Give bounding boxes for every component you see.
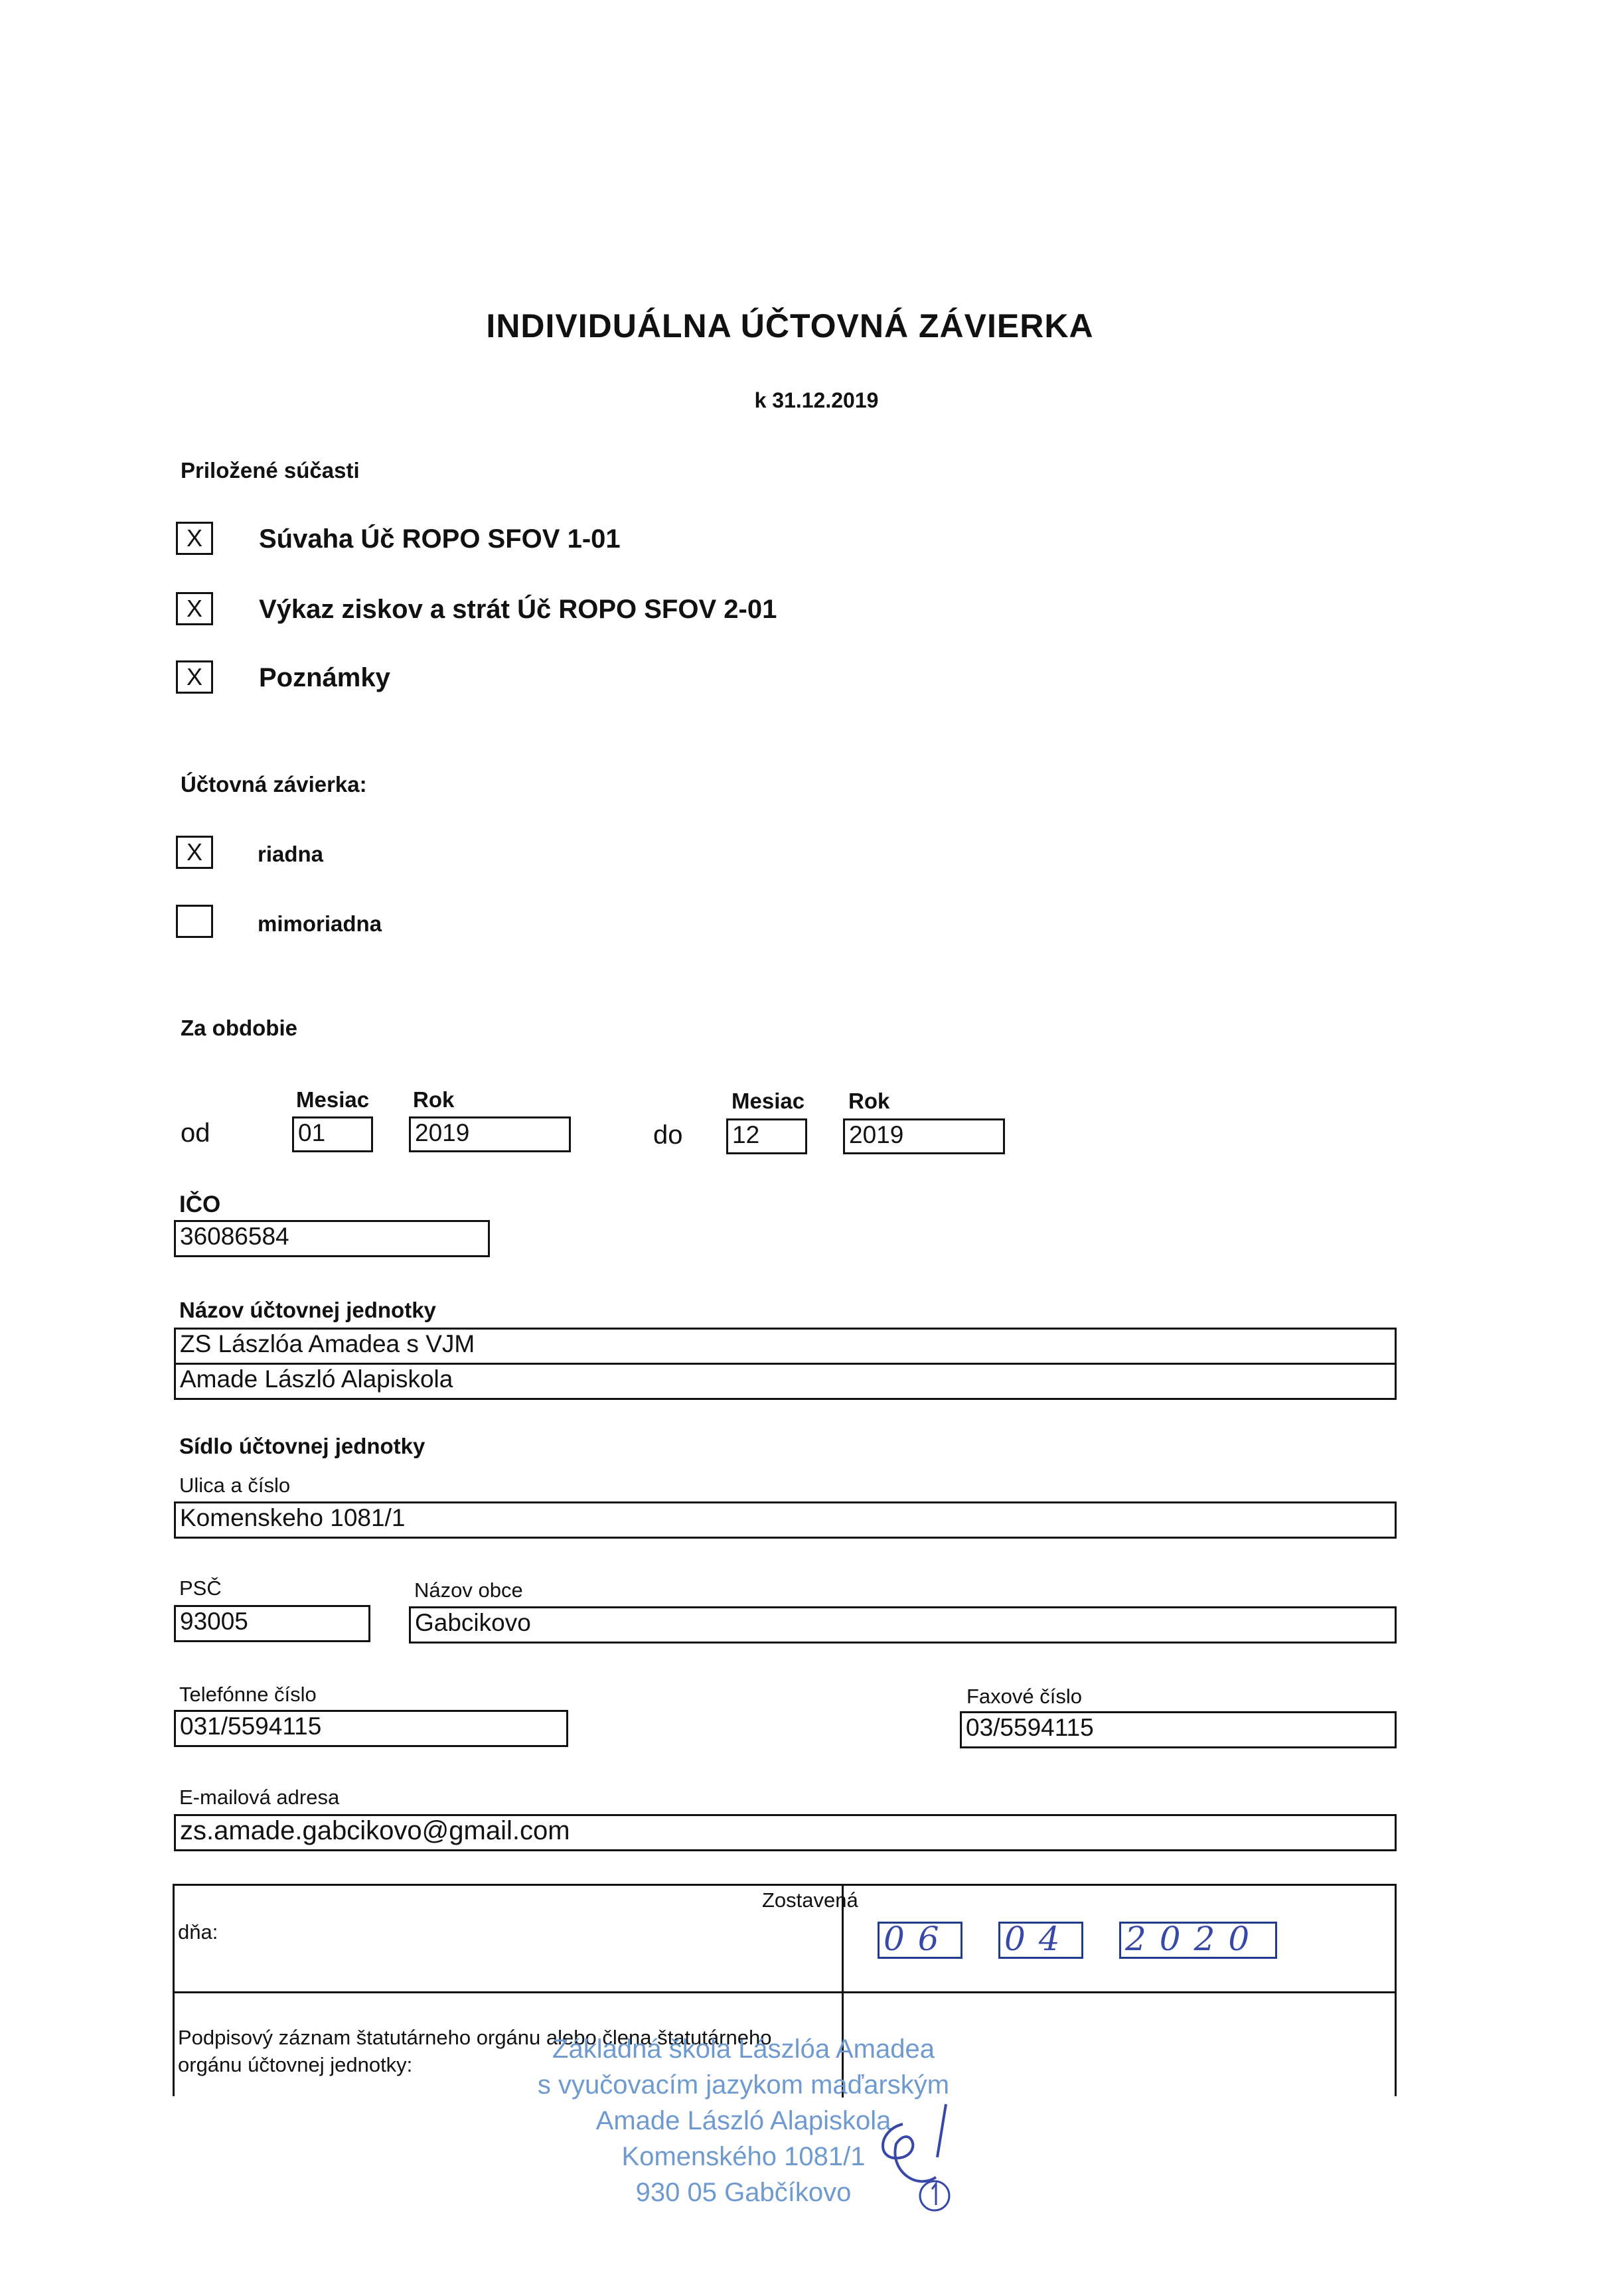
signature-label-line2: orgánu účtovnej jednotky: bbox=[178, 2053, 413, 2076]
from-month-label: Mesiac bbox=[296, 1087, 370, 1112]
to-label: do bbox=[653, 1120, 683, 1150]
stamp-line3: Amade László Alapiskola bbox=[595, 2106, 891, 2135]
handwritten-signature bbox=[863, 2084, 982, 2217]
psc-field[interactable]: 93005 bbox=[174, 1605, 370, 1642]
stamp-line1: Základná škola Lászlóa Amadea bbox=[552, 2034, 935, 2064]
entity-name-label: Názov účtovnej jednotky bbox=[179, 1298, 436, 1322]
option-label-riadna: riadna bbox=[258, 842, 324, 866]
psc-label: PSČ bbox=[179, 1576, 222, 1600]
checkbox-vykaz[interactable]: X bbox=[176, 592, 213, 625]
stamp-line4: Komenského 1081/1 bbox=[621, 2142, 866, 2171]
to-year-label: Rok bbox=[848, 1089, 890, 1113]
from-year-field[interactable]: 2019 bbox=[409, 1116, 571, 1152]
document-title: INDIVIDUÁLNA ÚČTOVNÁ ZÁVIERKA bbox=[486, 307, 1094, 344]
stamp-line2: s vyučovacím jazykom maďarským bbox=[537, 2070, 950, 2100]
period-heading: Za obdobie bbox=[181, 1016, 297, 1040]
closing-type-heading: Účtovná závierka: bbox=[181, 772, 367, 797]
fax-label: Faxové číslo bbox=[966, 1685, 1083, 1708]
fax-field[interactable]: 03/5594115 bbox=[960, 1711, 1397, 1748]
phone-label: Telefónne číslo bbox=[179, 1683, 317, 1706]
ico-label: IČO bbox=[179, 1191, 221, 1217]
to-month-field[interactable]: 12 bbox=[726, 1118, 807, 1154]
as-of-date: k 31.12.2019 bbox=[754, 388, 879, 412]
checkbox-riadna[interactable]: X bbox=[176, 836, 213, 869]
seat-heading: Sídlo účtovnej jednotky bbox=[179, 1434, 425, 1458]
phone-field[interactable]: 031/5594115 bbox=[174, 1710, 568, 1747]
email-field[interactable]: zs.amade.gabcikovo@gmail.com bbox=[174, 1814, 1397, 1851]
compiled-day-label: dňa: bbox=[178, 1920, 218, 1944]
attachment-label-suvaha: Súvaha Úč ROPO SFOV 1-01 bbox=[259, 524, 621, 554]
email-label: E-mailová adresa bbox=[179, 1786, 340, 1809]
city-label: Názov obce bbox=[414, 1578, 523, 1602]
signature-label-line1: Podpisový záznam štatutárneho orgánu alebo člena štatutárneho bbox=[178, 2026, 772, 2049]
to-year-field[interactable]: 2019 bbox=[843, 1118, 1005, 1154]
option-label-mimoriadna: mimoriadna bbox=[258, 911, 382, 936]
stamp-line5: 930 05 Gabčíkovo bbox=[635, 2178, 852, 2207]
street-field[interactable]: Komenskeho 1081/1 bbox=[174, 1501, 1397, 1539]
attachment-label-poznamky: Poznámky bbox=[259, 663, 390, 692]
table-divider-horizontal bbox=[173, 1991, 1397, 1993]
to-month-label: Mesiac bbox=[731, 1089, 805, 1113]
attachments-heading: Priložené súčasti bbox=[181, 458, 360, 483]
checkbox-mimoriadna[interactable] bbox=[176, 905, 213, 938]
checkbox-suvaha[interactable]: X bbox=[176, 522, 213, 555]
ico-field[interactable]: 36086584 bbox=[174, 1220, 490, 1257]
compiled-month-field[interactable]: 04 bbox=[998, 1922, 1083, 1959]
checkbox-poznamky[interactable]: X bbox=[176, 660, 213, 694]
compiled-year-field[interactable]: 2020 bbox=[1119, 1922, 1277, 1959]
compiled-day-field[interactable]: 06 bbox=[878, 1922, 962, 1959]
entity-name-line2[interactable]: Amade László Alapiskola bbox=[174, 1363, 1397, 1400]
street-label: Ulica a číslo bbox=[179, 1474, 291, 1497]
from-month-field[interactable]: 01 bbox=[292, 1116, 373, 1152]
attachment-label-vykaz: Výkaz ziskov a strát Úč ROPO SFOV 2-01 bbox=[259, 595, 777, 624]
city-field[interactable]: Gabcikovo bbox=[409, 1606, 1397, 1644]
from-year-label: Rok bbox=[413, 1087, 455, 1112]
entity-name-line1[interactable]: ZS Lászlóa Amadea s VJM bbox=[174, 1328, 1397, 1365]
compiled-label: Zostavená bbox=[762, 1888, 858, 1912]
from-label: od bbox=[181, 1118, 210, 1148]
